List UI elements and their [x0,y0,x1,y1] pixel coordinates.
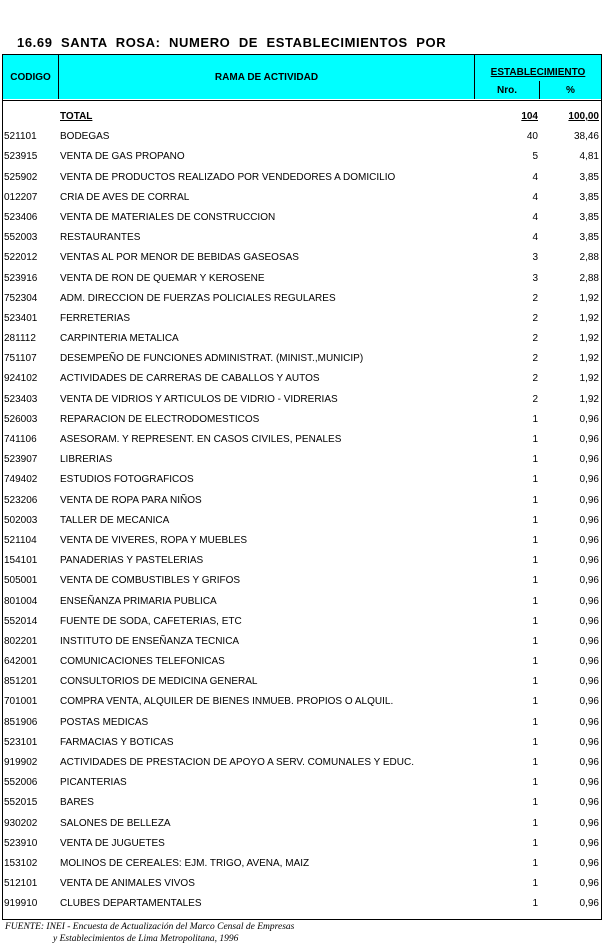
row-rama: VENTA DE JUGUETES [60,837,165,849]
row-rama: CARPINTERIA METALICA [60,333,179,345]
row-pct: 0,96 [579,817,599,829]
row-code: 552015 [4,797,38,809]
table-row [3,532,601,552]
table-row [3,714,601,734]
table-row [3,189,601,209]
row-code: 701001 [4,696,38,708]
row-rama: REPARACION DE ELECTRODOMESTICOS [60,413,260,425]
total-pct: 100,00 [568,111,599,122]
row-pct: 0,96 [579,777,599,789]
row-code: 930202 [4,817,38,829]
row-nro: 2 [532,353,538,365]
table-row [3,169,601,189]
row-code: 919910 [4,898,38,910]
row-code: 523206 [4,494,38,506]
row-rama: FARMACIAS Y BOTICAS [60,736,174,748]
row-code: 523910 [4,837,38,849]
row-pct: 0,96 [579,898,599,910]
row-rama: ADM. DIRECCION DE FUERZAS POLICIALES REGULARES [60,292,336,304]
row-pct: 0,96 [579,736,599,748]
row-rama: ESTUDIOS FOTOGRAFICOS [60,474,194,486]
row-nro: 1 [532,434,538,445]
row-code: 919902 [4,757,38,768]
table-row [3,290,601,310]
data-table [2,54,602,920]
row-nro: 2 [532,292,538,304]
table-row [3,370,601,390]
row-pct: 1,92 [579,312,599,324]
table-row [3,451,601,471]
row-code: 154101 [4,555,38,567]
row-nro: 1 [532,797,538,809]
table-row [3,633,601,653]
row-code: 752304 [4,292,38,304]
row-code: 851201 [4,676,38,688]
row-nro: 2 [532,312,538,324]
row-pct: 0,96 [579,878,599,890]
row-pct: 0,96 [579,514,599,526]
table-row [3,249,601,269]
row-pct: 0,96 [579,534,599,546]
row-code: 552006 [4,777,38,789]
row-code: 523101 [4,736,38,748]
row-rama: FUENTE DE SODA, CAFETERIAS, ETC [60,615,242,627]
row-pct: 0,96 [579,757,599,768]
row-rama: BODEGAS [60,131,110,143]
row-pct: 0,96 [579,474,599,486]
row-nro: 1 [532,656,538,668]
row-rama: POSTAS MEDICAS [60,716,149,728]
row-code: 525902 [4,171,38,183]
row-pct: 3,85 [579,191,599,203]
row-rama: VENTA DE ANIMALES VIVOS [60,878,195,890]
row-nro: 1 [532,817,538,829]
row-code: 552014 [4,615,38,627]
table-row [3,391,601,411]
row-pct: 1,92 [579,333,599,345]
table-row [3,875,601,895]
row-rama: VENTA DE COMBUSTIBLES Y GRIFOS [60,575,241,587]
table-row [3,492,601,512]
table-row [3,653,601,673]
source-line-1: FUENTE: INEI - Encuesta de Actualización del Marco Censal de Empresas [5,922,295,932]
row-nro: 1 [532,555,538,567]
row-code: 505001 [4,575,38,587]
row-nro: 1 [532,878,538,890]
table-row [3,794,601,814]
table-row [3,774,601,794]
header-establecimiento-label: ESTABLECIMIENTO [490,67,586,78]
row-pct: 1,92 [579,373,599,385]
row-rama: INSTITUTO DE ENSEÑANZA TECNICA [60,635,240,647]
table-row [3,815,601,835]
row-nro: 1 [532,837,538,849]
row-code: 281112 [4,333,36,345]
table-row [3,895,601,915]
row-pct: 0,96 [579,696,599,708]
row-nro: 1 [532,736,538,748]
table-row [3,754,601,774]
row-pct: 0,96 [579,575,599,587]
row-nro: 1 [532,413,538,425]
table-body [3,108,601,916]
row-nro: 1 [532,474,538,486]
row-nro: 3 [532,252,538,264]
row-pct: 0,96 [579,615,599,627]
row-pct: 0,96 [579,676,599,688]
row-nro: 4 [532,232,538,244]
row-code: 552003 [4,232,38,244]
total-nro: 104 [521,111,538,122]
table-row [3,693,601,713]
row-code: 924102 [4,373,38,385]
row-nro: 1 [532,716,538,728]
table-row [3,350,601,370]
row-nro: 2 [532,373,538,385]
row-nro: 2 [532,333,538,345]
row-nro: 1 [532,757,538,768]
row-rama: CRIA DE AVES DE CORRAL [60,191,190,203]
row-pct: 3,85 [579,232,599,244]
row-code: 153102 [4,857,38,869]
row-nro: 1 [532,857,538,869]
row-code: 512101 [4,878,38,890]
row-code: 012207 [4,191,38,203]
row-rama: CONSULTORIOS DE MEDICINA GENERAL [60,676,258,688]
row-rama: ACTIVIDADES DE PRESTACION DE APOYO A SERV. COMUNALES Y EDUC. [60,757,414,768]
row-rama: SALONES DE BELLEZA [60,817,171,829]
row-pct: 0,96 [579,434,599,445]
row-nro: 1 [532,635,538,647]
row-code: 502003 [4,514,38,526]
row-rama: VENTA DE PRODUCTOS REALIZADO POR VENDEDORES A DOMICILIO [60,171,396,183]
row-code: 523406 [4,211,38,223]
row-rama: CLUBES DEPARTAMENTALES [60,898,202,910]
row-rama: BARES [60,797,94,809]
row-nro: 1 [532,615,538,627]
row-nro: 4 [532,171,538,183]
row-nro: 1 [532,676,538,688]
row-rama: RESTAURANTES [60,232,141,244]
row-pct: 0,96 [579,635,599,647]
row-pct: 0,96 [579,413,599,425]
table-row [3,330,601,350]
row-code: 523916 [4,272,38,284]
row-rama: ENSEÑANZA PRIMARIA PUBLICA [60,595,217,607]
row-code: 741106 [4,434,37,445]
row-rama: PICANTERIAS [60,777,127,789]
table-row [3,734,601,754]
row-nro: 40 [526,131,538,143]
row-code: 851906 [4,716,38,728]
table-row [3,310,601,330]
row-nro: 1 [532,696,538,708]
header-establecimiento [475,55,601,81]
row-rama: ACTIVIDADES DE CARRERAS DE CABALLOS Y AUTOS [60,373,320,385]
table-row [3,673,601,693]
table-row [3,613,601,633]
row-code: 526003 [4,413,38,425]
row-rama: VENTA DE VIDRIOS Y ARTICULOS DE VIDRIO - VIDRERIAS [60,393,338,405]
row-rama: LIBRERIAS [60,454,113,466]
row-rama: VENTA DE ROPA PARA NIÑOS [60,494,202,506]
row-pct: 1,92 [579,353,599,365]
row-code: 801004 [4,595,38,607]
row-pct: 0,96 [579,837,599,849]
table-row [3,431,601,451]
row-nro: 1 [532,454,538,466]
table-row [3,148,601,168]
row-rama: VENTA DE VIVERES, ROPA Y MUEBLES [60,534,248,546]
row-rama: MOLINOS DE CEREALES: EJM. TRIGO, AVENA, MAIZ [60,857,310,869]
row-nro: 1 [532,494,538,506]
row-rama: FERRETERIAS [60,312,131,324]
row-code: 523401 [4,312,38,324]
row-pct: 1,92 [579,292,599,304]
row-rama: TALLER DE MECANICA [60,514,170,526]
row-rama: VENTA DE MATERIALES DE CONSTRUCCION [60,211,276,223]
row-pct: 4,81 [579,151,599,163]
table-row [3,209,601,229]
row-rama: PANADERIAS Y PASTELERIAS [60,555,204,567]
row-pct: 0,96 [579,494,599,506]
row-rama: VENTAS AL POR MENOR DE BEBIDAS GASEOSAS [60,252,299,264]
table-row [3,471,601,491]
table-row [3,855,601,875]
row-nro: 5 [532,151,538,163]
row-code: 523915 [4,151,38,163]
table-row [3,411,601,431]
table-row [3,128,601,148]
row-code: 751107 [4,353,37,365]
row-rama: ASESORAM. Y REPRESENT. EN CASOS CIVILES, PENALES [60,434,342,445]
row-rama: VENTA DE GAS PROPANO [60,151,185,163]
row-nro: 1 [532,777,538,789]
row-nro: 2 [532,393,538,405]
row-pct: 38,46 [573,131,599,143]
row-nro: 4 [532,191,538,203]
row-pct: 1,92 [579,393,599,405]
row-code: 523403 [4,393,38,405]
row-pct: 0,96 [579,797,599,809]
row-rama: COMUNICACIONES TELEFONICAS [60,656,225,668]
row-pct: 0,96 [579,656,599,668]
table-row [3,552,601,572]
row-rama: COMPRA VENTA, ALQUILER DE BIENES INMUEB. PROPIOS O ALQUIL. [60,696,394,708]
header-pct: % [540,81,601,99]
table-header [3,55,601,101]
table-row [3,835,601,855]
row-pct: 3,85 [579,171,599,183]
row-nro: 1 [532,898,538,910]
total-label: TOTAL [60,111,93,122]
row-pct: 0,96 [579,454,599,466]
row-pct: 0,96 [579,555,599,567]
row-pct: 0,96 [579,857,599,869]
row-nro: 3 [532,272,538,284]
header-nro: Nro. [475,81,540,99]
row-code: 523907 [4,454,38,466]
row-nro: 1 [532,595,538,607]
row-code: 521104 [4,534,37,546]
row-pct: 3,85 [579,211,599,223]
header-codigo: CODIGO [3,55,59,99]
row-pct: 2,88 [579,272,599,284]
row-code: 521101 [4,131,37,143]
table-row [3,512,601,532]
row-nro: 1 [532,575,538,587]
row-code: 749402 [4,474,38,486]
row-pct: 0,96 [579,716,599,728]
total-row [3,108,601,128]
row-rama: DESEMPEÑO DE FUNCIONES ADMINISTRAT. (MINIST.,MUNICIP) [60,353,364,365]
table-row [3,593,601,613]
row-code: 522012 [4,252,38,264]
header-rama: RAMA DE ACTIVIDAD [59,55,475,99]
row-code: 802201 [4,635,38,647]
table-row [3,229,601,249]
row-rama: VENTA DE RON DE QUEMAR Y KEROSENE [60,272,265,284]
table-row [3,270,601,290]
table-row [3,572,601,592]
row-nro: 1 [532,514,538,526]
row-nro: 1 [532,534,538,546]
title-line-1: 16.69 SANTA ROSA: NUMERO DE ESTABLECIMIENTOS POR [17,35,447,50]
source-line-2: y Establecimientos de Lima Metropolitana, 1996 [53,934,239,944]
row-pct: 0,96 [579,595,599,607]
row-nro: 4 [532,211,538,223]
row-code: 642001 [4,656,38,668]
row-pct: 2,88 [579,252,599,264]
source-note [5,921,294,945]
